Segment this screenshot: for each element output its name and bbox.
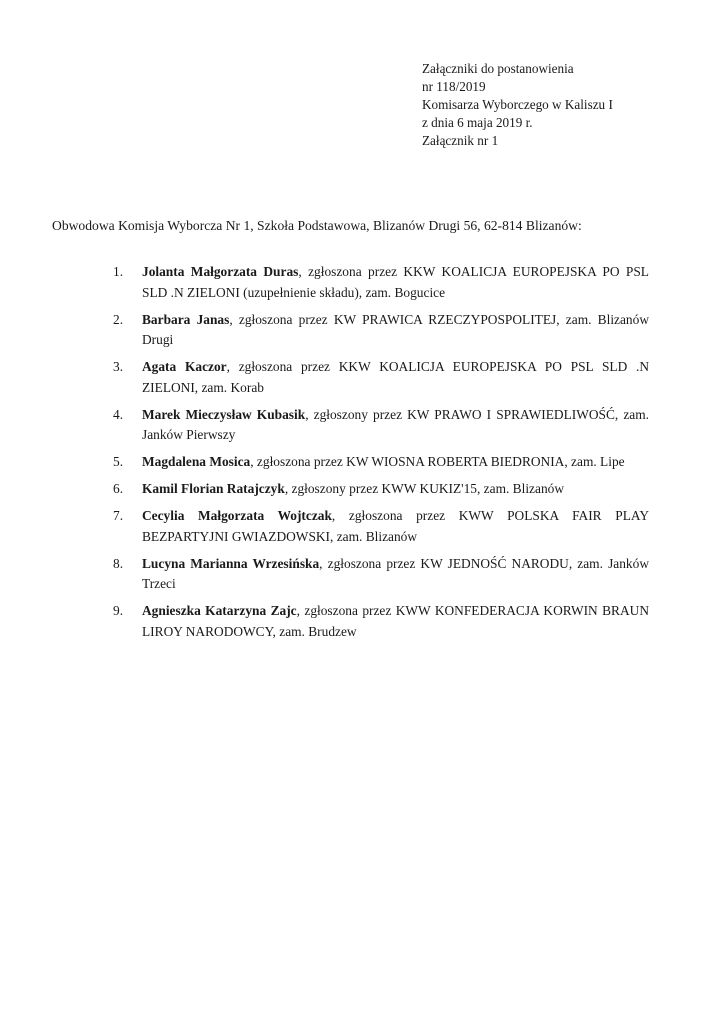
member-details: , zgłoszona przez KW JEDNOŚĆ NARODU, zam. Janków Trzeci — [142, 555, 649, 591]
header-line-date: z dnia 6 maja 2019 r. — [422, 115, 533, 130]
member-details: , zgłoszona przez KW PRAWICA RZECZYPOSPOLITEJ, zam. Blizanów Drugi — [142, 311, 649, 347]
member-details: , zgłoszona przez KWW POLSKA FAIR PLAY BEZPARTYJNI GWIAZDOWSKI, zam. Blizanów — [142, 508, 649, 544]
member-details: , zgłoszona przez KKW KOALICJA EUROPEJSKA PO PSL SLD .N ZIELONI, zam. Korab — [142, 359, 650, 395]
member-details: , zgłoszony przez KWW KUKIZ'15, zam. Blizanów — [284, 481, 565, 496]
members-list — [113, 262, 649, 649]
member-name: Agnieszka Katarzyna Zajc — [142, 603, 297, 618]
list-item — [113, 554, 649, 595]
member-details: , zgłoszona przez KW WIOSNA ROBERTA BIEDRONIA, zam. Lipe — [250, 454, 625, 469]
list-item — [113, 310, 649, 351]
member-number: 8. — [113, 555, 124, 571]
member-number: 7. — [113, 508, 124, 523]
list-item — [113, 601, 649, 642]
list-item — [113, 357, 649, 398]
list-item — [113, 506, 649, 547]
member-details: , zgłoszona przez KWW KONFEDERACJA KORWIN BRAUN LIROY NARODOWCY, zam. Brudzew — [142, 603, 649, 639]
member-name: Magdalena Mosica — [142, 454, 251, 469]
member-number: 9. — [113, 603, 124, 618]
list-item — [113, 405, 649, 446]
member-name: Cecylia Małgorzata Wojtczak — [142, 508, 332, 523]
member-name: Kamil Florian Ratajczyk — [142, 481, 285, 496]
member-name: Agata Kaczor — [142, 359, 227, 374]
header-line-commissioner: Komisarza Wyborczego w Kaliszu I — [422, 97, 613, 112]
member-name: Lucyna Marianna Wrzesińska — [142, 555, 320, 571]
document-header — [422, 60, 613, 150]
list-item — [113, 479, 649, 500]
header-line-number: nr 118/2019 — [422, 79, 486, 94]
member-number: 1. — [113, 264, 124, 279]
member-number: 5. — [113, 454, 124, 469]
member-name: Marek Mieczysław Kubasik — [142, 406, 306, 422]
commission-title: Obwodowa Komisja Wyborcza Nr 1, Szkoła Podstawowa, Blizanów Drugi 56, 62-814 Blizanów: — [52, 218, 582, 233]
header-line-attachments: Załączniki do postanowienia — [422, 61, 574, 76]
member-number: 4. — [113, 406, 124, 422]
list-item — [113, 452, 649, 473]
member-name: Jolanta Małgorzata Duras — [142, 264, 299, 279]
list-item — [113, 262, 649, 303]
member-number: 3. — [113, 359, 124, 374]
member-details: , zgłoszona przez KKW KOALICJA EUROPEJSKA PO PSL SLD .N ZIELONI (uzupełnienie składu), zam. Bogucice — [142, 264, 649, 300]
header-line-annex: Załącznik nr 1 — [422, 133, 499, 148]
member-details: , zgłoszony przez KW PRAWO I SPRAWIEDLIWOŚĆ, zam. Janków Pierwszy — [142, 406, 649, 442]
member-name: Barbara Janas — [142, 311, 230, 327]
member-number: 6. — [113, 481, 124, 496]
member-number: 2. — [113, 311, 124, 327]
